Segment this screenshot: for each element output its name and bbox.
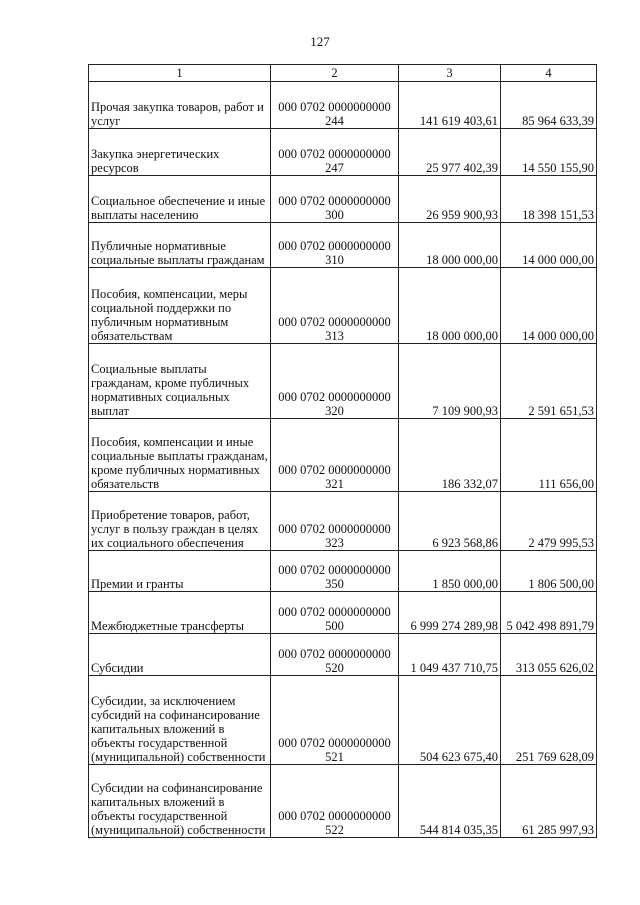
row-value-col3: 6 923 568,86 <box>399 492 501 551</box>
row-name: Социальное обеспечение и иные выплаты населению <box>89 176 271 223</box>
table-row <box>89 176 597 223</box>
row-name: Субсидии <box>89 634 271 676</box>
table-row <box>89 492 597 551</box>
row-code: 000 0702 0000000000 310 <box>271 223 399 268</box>
table-row <box>89 676 597 765</box>
table-header-row <box>89 65 597 82</box>
row-value-col3: 26 959 900,93 <box>399 176 501 223</box>
row-value-col3: 544 814 035,35 <box>399 765 501 838</box>
row-name: Межбюджетные трансферты <box>89 592 271 634</box>
row-value-col3: 186 332,07 <box>399 419 501 492</box>
row-value-col4: 1 806 500,00 <box>501 551 597 592</box>
row-value-col4: 2 479 995,53 <box>501 492 597 551</box>
row-name: Субсидии, за исключением субсидий на софинансирование капитальных вложений в объекты государственной (муниципальной) собственности <box>89 676 271 765</box>
row-value-col4: 61 285 997,93 <box>501 765 597 838</box>
row-value-col3: 18 000 000,00 <box>399 223 501 268</box>
row-value-col4: 111 656,00 <box>501 419 597 492</box>
row-value-col3: 18 000 000,00 <box>399 268 501 344</box>
table-row <box>89 551 597 592</box>
row-value-col3: 1 850 000,00 <box>399 551 501 592</box>
row-code: 000 0702 0000000000 300 <box>271 176 399 223</box>
row-value-col4: 251 769 628,09 <box>501 676 597 765</box>
row-name: Закупка энергетических ресурсов <box>89 129 271 176</box>
header-col-2: 2 <box>271 65 399 82</box>
row-code: 000 0702 0000000000 244 <box>271 82 399 129</box>
row-value-col3: 1 049 437 710,75 <box>399 634 501 676</box>
table-row <box>89 223 597 268</box>
table-row <box>89 268 597 344</box>
row-name: Пособия, компенсации, меры социальной поддержки по публичным нормативным обязательствам <box>89 268 271 344</box>
page-number: 127 <box>310 34 330 49</box>
row-value-col3: 6 999 274 289,98 <box>399 592 501 634</box>
header-col-4: 4 <box>501 65 597 82</box>
row-name: Пособия, компенсации и иные социальные выплаты гражданам, кроме публичных нормативных обязательств <box>89 419 271 492</box>
budget-table <box>88 64 597 838</box>
row-code: 000 0702 0000000000 522 <box>271 765 399 838</box>
row-code: 000 0702 0000000000 247 <box>271 129 399 176</box>
table-row <box>89 634 597 676</box>
row-value-col3: 25 977 402,39 <box>399 129 501 176</box>
row-code: 000 0702 0000000000 500 <box>271 592 399 634</box>
table-row <box>89 82 597 129</box>
row-code: 000 0702 0000000000 320 <box>271 344 399 419</box>
row-value-col4: 2 591 651,53 <box>501 344 597 419</box>
table-row <box>89 419 597 492</box>
row-value-col4: 18 398 151,53 <box>501 176 597 223</box>
row-value-col3: 7 109 900,93 <box>399 344 501 419</box>
row-name: Прочая закупка товаров, работ и услуг <box>89 82 271 129</box>
row-code: 000 0702 0000000000 521 <box>271 676 399 765</box>
row-code: 000 0702 0000000000 520 <box>271 634 399 676</box>
row-name: Премии и гранты <box>89 551 271 592</box>
row-name: Приобретение товаров, работ, услуг в пользу граждан в целях их социального обеспечения <box>89 492 271 551</box>
row-value-col4: 5 042 498 891,79 <box>501 592 597 634</box>
row-name: Публичные нормативные социальные выплаты гражданам <box>89 223 271 268</box>
row-value-col4: 14 000 000,00 <box>501 223 597 268</box>
row-code: 000 0702 0000000000 323 <box>271 492 399 551</box>
table-row <box>89 344 597 419</box>
header-col-1: 1 <box>89 65 271 82</box>
row-value-col4: 85 964 633,39 <box>501 82 597 129</box>
row-value-col4: 313 055 626,02 <box>501 634 597 676</box>
row-value-col3: 141 619 403,61 <box>399 82 501 129</box>
row-name: Субсидии на софинансирование капитальных вложений в объекты государственной (муниципальной) собственности <box>89 765 271 838</box>
table-row <box>89 765 597 838</box>
row-value-col4: 14 000 000,00 <box>501 268 597 344</box>
row-name: Социальные выплаты гражданам, кроме публичных нормативных социальных выплат <box>89 344 271 419</box>
row-code: 000 0702 0000000000 350 <box>271 551 399 592</box>
row-value-col4: 14 550 155,90 <box>501 129 597 176</box>
row-code: 000 0702 0000000000 313 <box>271 268 399 344</box>
row-code: 000 0702 0000000000 321 <box>271 419 399 492</box>
row-value-col3: 504 623 675,40 <box>399 676 501 765</box>
table-row <box>89 129 597 176</box>
table-row <box>89 592 597 634</box>
header-col-3: 3 <box>399 65 501 82</box>
